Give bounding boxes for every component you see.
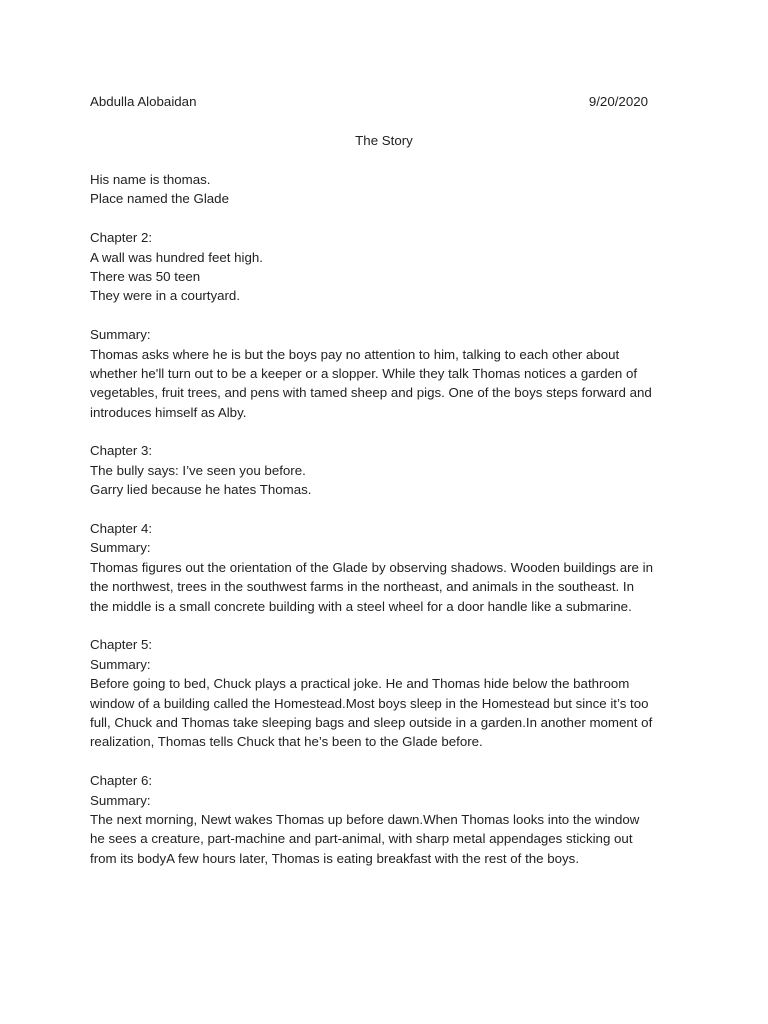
document-body (90, 170, 690, 868)
chapter-5-summary-line: window of a building called the Homestead.Most boys sleep in the Homestead but since it’s too (90, 695, 649, 711)
chapter-5-summary-line: Before going to bed, Chuck plays a practical joke. He and Thomas hide below the bathroom (90, 676, 630, 692)
chapter-6-summary-line: The next morning, Newt wakes Thomas up before dawn.When Thomas looks into the window (90, 811, 640, 827)
chapter-4-heading: Chapter 4: (90, 521, 153, 537)
chapter-2-summary-line: whether he'll turn out to be a keeper or a slopper. While they talk Thomas notices a garden of (90, 365, 638, 381)
chapter-6-summary-line: he sees a creature, part-machine and part-animal, with sharp metal appendages sticking out (90, 831, 633, 847)
chapter-5-summary-line: full, Chuck and Thomas take sleeping bags and sleep outside in a garden.In another moment of (90, 714, 653, 730)
intro-line: Place named the Glade (90, 191, 229, 207)
chapter-2-summary-label: Summary: (90, 327, 151, 343)
chapter-4-summary-label: Summary: (90, 540, 151, 556)
chapter-3-note: Garry lied because he hates Thomas. (90, 482, 312, 498)
chapter-3-heading: Chapter 3: (90, 443, 153, 459)
chapter-6-summary-line: from its bodyA few hours later, Thomas is eating breakfast with the rest of the boys. (90, 850, 580, 866)
chapter-5-summary-label: Summary: (90, 656, 151, 672)
chapter-2-note: A wall was hundred feet high. (90, 249, 263, 265)
intro-line: His name is thomas. (90, 172, 211, 187)
chapter-4-summary-line: the northwest, trees in the southwest farms in the northeast, and animals in the southeast. In (90, 579, 634, 595)
document-header (90, 92, 650, 112)
chapter-3-note: The bully says: I’ve seen you before. (90, 462, 306, 478)
chapter-6-heading: Chapter 6: (90, 773, 153, 789)
author-name: Abdulla Alobaidan (90, 94, 197, 109)
chapter-2-note: There was 50 teen (90, 268, 201, 284)
chapter-6-summary-label: Summary: (90, 792, 151, 808)
chapter-2-heading: Chapter 2: (90, 230, 153, 246)
chapter-5-summary-line: realization, Thomas tells Chuck that he’s been to the Glade before. (90, 734, 483, 750)
chapter-4-summary-line: the middle is a small concrete building with a steel wheel for a door handle like a submarine. (90, 598, 632, 614)
document-title: The Story (355, 133, 413, 148)
chapter-4-summary-line: Thomas figures out the orientation of the Glade by observing shadows. Wooden buildings are in (90, 559, 653, 575)
chapter-2-summary-line: vegetables, fruit trees, and pens with tamed sheep and pigs. One of the boys steps forward and (90, 385, 652, 401)
chapter-2-note: They were in a courtyard. (90, 288, 241, 304)
chapter-2-summary-line: Thomas asks where he is but the boys pay no attention to him, talking to each other about (90, 346, 620, 362)
chapter-5-heading: Chapter 5: (90, 637, 153, 653)
document-date: 9/20/2020 (588, 94, 648, 109)
chapter-2-summary-line: introduces himself as Alby. (90, 404, 247, 420)
